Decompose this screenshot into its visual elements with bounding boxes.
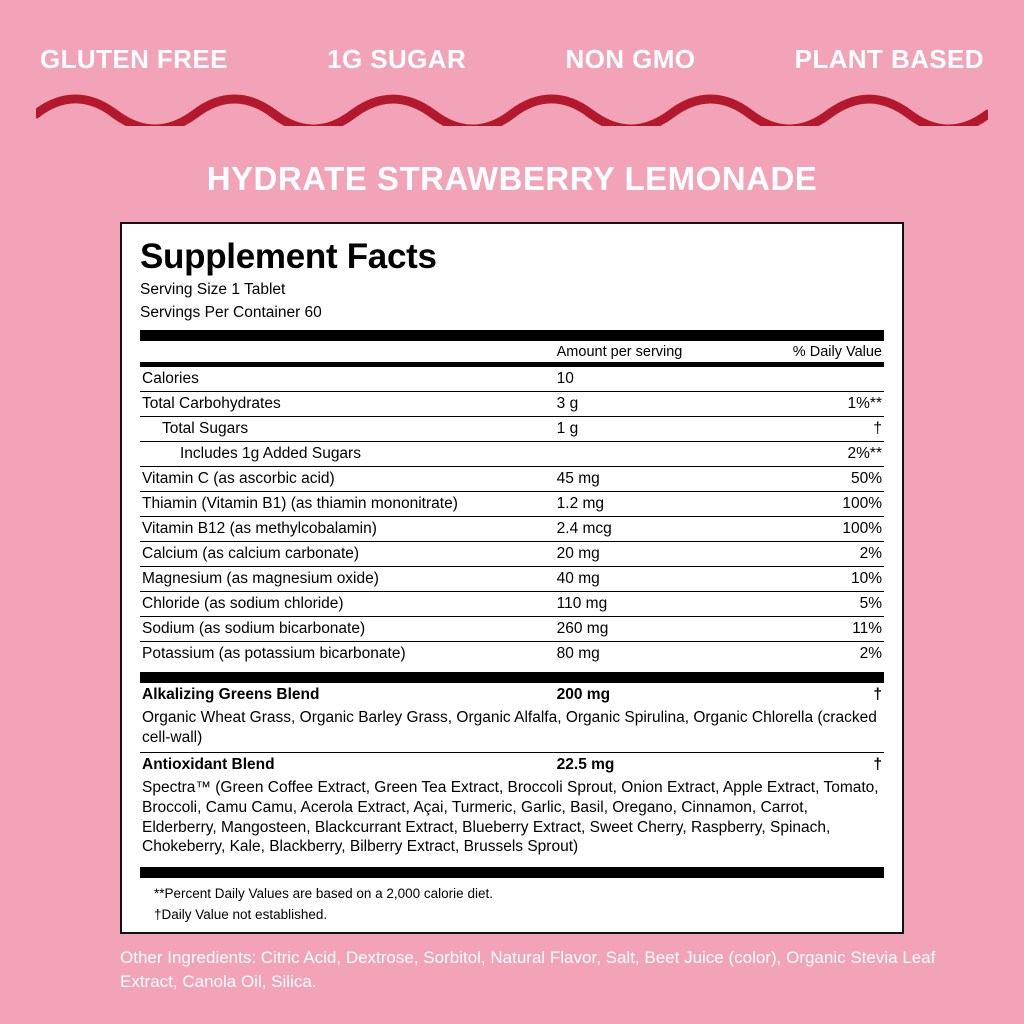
row-name: Vitamin B12 (as methylcobalamin) xyxy=(140,517,557,542)
claim-non-gmo: NON GMO xyxy=(565,44,696,74)
row-dv: 11% xyxy=(750,617,884,642)
row-dv: 100% xyxy=(750,492,884,517)
blend-antioxidant xyxy=(140,753,884,777)
footnote-daily-values: **Percent Daily Values are based on a 2,000 calorie diet. xyxy=(154,886,493,902)
row-name: Magnesium (as magnesium oxide) xyxy=(140,567,557,592)
row-amount: 45 mg xyxy=(557,467,750,492)
table-row xyxy=(140,592,884,617)
supplement-facts-panel xyxy=(120,222,904,934)
serving-size: Serving Size 1 Tablet xyxy=(140,280,286,298)
blend-amount: 200 mg xyxy=(556,686,611,704)
row-name: Calories xyxy=(140,367,557,392)
row-amount: 110 mg xyxy=(557,592,750,617)
row-amount: 2.4 mcg xyxy=(557,517,750,542)
table-row xyxy=(140,492,884,517)
blend-name: Alkalizing Greens Blend xyxy=(142,686,320,704)
header-daily-value: % Daily Value xyxy=(792,344,882,361)
table-row xyxy=(140,442,884,467)
divider-thick-top xyxy=(140,330,884,341)
row-dv: 2%** xyxy=(750,442,884,467)
table-row xyxy=(140,642,884,667)
blend-dv: † xyxy=(873,756,882,773)
blend-amount: 22.5 mg xyxy=(556,756,615,773)
row-amount: 80 mg xyxy=(556,645,600,663)
table-row xyxy=(140,567,884,592)
table-row xyxy=(140,617,884,642)
nutrient-rows xyxy=(140,367,884,666)
row-dv: 5% xyxy=(750,592,884,617)
row-amount xyxy=(557,442,750,467)
other-ingredients: Other Ingredients: Citric Acid, Dextrose, Sorbitol, Natural Flavor, Salt, Beet Juice (color), Organic Stevia Leaf Extract, Canola Oil, Silica. xyxy=(120,948,936,992)
wavy-divider-icon xyxy=(36,92,988,126)
row-dv: 10% xyxy=(750,567,884,592)
servings-per-container: Servings Per Container 60 xyxy=(140,304,322,322)
page-title: HYDRATE STRAWBERRY LEMONADE xyxy=(206,160,818,197)
supplement-facts-title: Supplement Facts xyxy=(140,237,437,276)
blend-greens-ingredients: Organic Wheat Grass, Organic Barley Grass, Organic Alfalfa, Organic Spirulina, Organic Chlorella (cracked cell-wall) xyxy=(140,707,884,753)
table-row xyxy=(140,517,884,542)
table-row xyxy=(140,467,884,492)
claim-plant-based: PLANT BASED xyxy=(794,44,984,74)
header-amount: Amount per serving xyxy=(556,344,683,361)
row-dv xyxy=(750,367,884,392)
table-header-row xyxy=(140,341,884,362)
blend-dv: † xyxy=(873,686,882,704)
row-name: Sodium (as sodium bicarbonate) xyxy=(140,617,557,642)
nutrition-table xyxy=(140,341,884,362)
row-dv: 50% xyxy=(750,467,884,492)
row-name: Calcium (as calcium carbonate) xyxy=(140,542,557,567)
row-name: Thiamin (Vitamin B1) (as thiamin mononitrate) xyxy=(140,492,557,517)
table-row xyxy=(140,542,884,567)
header-blank xyxy=(140,341,557,362)
claim-gluten-free: GLUTEN FREE xyxy=(40,44,228,74)
row-name: Potassium (as potassium bicarbonate) xyxy=(142,645,406,663)
blend-greens xyxy=(140,683,884,707)
row-name: Includes 1g Added Sugars xyxy=(140,442,557,467)
row-amount: 3 g xyxy=(557,392,750,417)
claims-row xyxy=(40,44,984,75)
row-name: Total Sugars xyxy=(140,417,557,442)
claim-sugar: 1G SUGAR xyxy=(327,44,467,74)
row-name: Chloride (as sodium chloride) xyxy=(140,592,557,617)
row-name: Vitamin C (as ascorbic acid) xyxy=(140,467,557,492)
table-row xyxy=(140,753,884,777)
table-row xyxy=(140,417,884,442)
row-amount: 1 g xyxy=(557,417,750,442)
row-dv: 1%** xyxy=(750,392,884,417)
divider-thick-footnotes xyxy=(140,867,884,878)
table-row xyxy=(140,392,884,417)
row-name: Total Carbohydrates xyxy=(140,392,557,417)
row-dv: 2% xyxy=(750,542,884,567)
row-amount: 20 mg xyxy=(557,542,750,567)
divider-thick-blends xyxy=(140,672,884,683)
row-amount: 10 xyxy=(557,367,750,392)
table-row xyxy=(140,367,884,392)
row-dv: 100% xyxy=(750,517,884,542)
blend-name: Antioxidant Blend xyxy=(142,756,275,773)
row-amount: 1.2 mg xyxy=(557,492,750,517)
footnote-dv-not-established: †Daily Value not established. xyxy=(154,907,328,923)
row-amount: 260 mg xyxy=(557,617,750,642)
row-dv: † xyxy=(750,417,884,442)
table-row xyxy=(140,683,884,707)
row-amount: 40 mg xyxy=(557,567,750,592)
blend-antioxidant-ingredients: Spectra™ (Green Coffee Extract, Green Tea Extract, Broccoli Sprout, Onion Extract, Apple Extract, Tomato, Broccoli, Camu Camu, Acerola Extract, Açai, Turmeric, Garlic, Basil, Oregano, Cinnamon, Carrot, Elderberry, Mangosteen, Blackcurrant Extract, Blueberry Extract, Sweet Cherry, Raspberry, Spinach, Chokeberry, Kale, Blackberry, Bilberry Extract, Brussels Sprout) xyxy=(142,779,879,856)
row-dv: 2% xyxy=(859,645,882,663)
